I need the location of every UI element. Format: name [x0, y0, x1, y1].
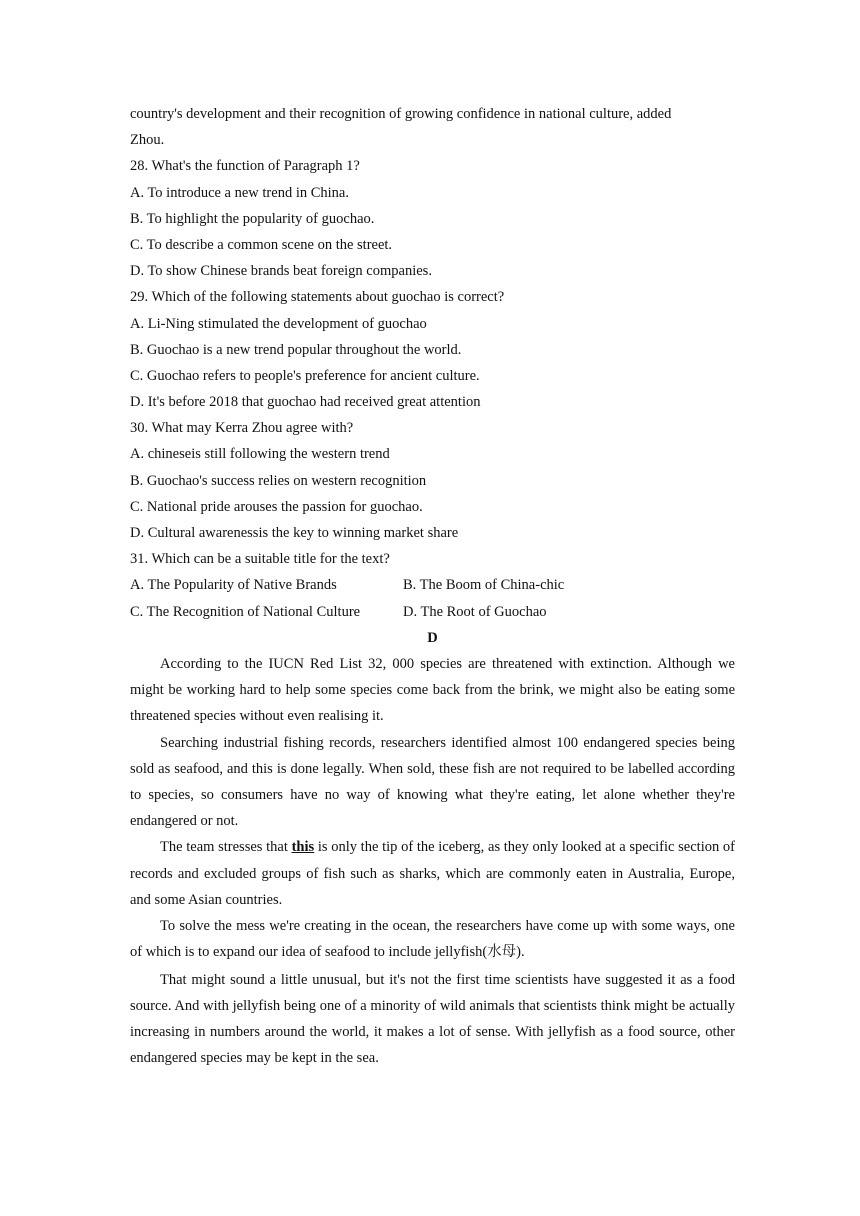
paragraph-3-lead: The team stresses that [160, 839, 292, 856]
paragraph-3 [130, 834, 735, 913]
option-d: D. Cultural awarenessis the key to winning market share [130, 525, 459, 541]
question-stem: 29. Which of the following statements about guochao is correct? [130, 289, 505, 306]
option-b: B. To highlight the popularity of guochao. [130, 210, 375, 227]
question-29 [130, 284, 735, 415]
option-b: B. Guochao is a new trend popular throughout the world. [130, 341, 462, 358]
option-b: B. The Boom of China-chic [403, 577, 565, 594]
option-a: A. To introduce a new trend in China. [130, 184, 349, 201]
option-c: C. The Recognition of National Culture [130, 603, 361, 620]
option-a: A. chineseis still following the western trend [130, 446, 390, 463]
options-row-1 [130, 572, 735, 598]
intro-line-2: Zhou. [130, 132, 165, 149]
option-a: A. Li-Ning stimulated the development of guochao [130, 315, 427, 332]
section-heading: D [427, 629, 438, 646]
paragraph-1: According to the IUCN Red List 32, 000 species are threatened with extinction. Although we might be working hard to help some species come back from the brink, we might also be eating some threatened species without even realising it. [130, 655, 735, 725]
question-30 [130, 415, 735, 546]
option-c: C. Guochao refers to people's preference for ancient culture. [130, 367, 480, 384]
option-d: D. The Root of Guochao [403, 603, 547, 620]
paragraph-4: To solve the mess we're creating in the ocean, the researchers have come up with some ways, one of which is to expand our idea of seafood to include jellyfish(水母). [130, 917, 735, 961]
question-stem: 30. What may Kerra Zhou agree with? [130, 420, 354, 437]
paragraph-3-rest: is only the tip of the iceberg, as they only looked at a specific section of records and excluded groups of fish such as sharks, which are commonly eaten in Australia, Europe, and some Asian countries. [130, 839, 736, 908]
question-stem: 31. Which can be a suitable title for the text? [130, 551, 390, 568]
question-31 [130, 546, 735, 625]
intro-line-1: country's development and their recognition of growing confidence in national culture, added [130, 106, 672, 122]
option-c: C. National pride arouses the passion for guochao. [130, 498, 423, 515]
option-b: B. Guochao's success relies on western recognition [130, 472, 427, 489]
paragraph-2: Searching industrial fishing records, researchers identified almost 100 endangered species being sold as seafood, and this is done legally. When sold, these fish are not required to be labelled according to species, so consumers have no way of knowing what they're eating, let alone whether they're endangered or not. [130, 734, 735, 830]
option-c: C. To describe a common scene on the street. [130, 236, 393, 253]
option-d: D. To show Chinese brands beat foreign companies. [130, 263, 432, 280]
question-28 [130, 153, 735, 284]
option-a: A. The Popularity of Native Brands [130, 577, 337, 594]
question-stem: 28. What's the function of Paragraph 1? [130, 158, 360, 175]
paragraph-5: That might sound a little unusual, but it's not the first time scientists have suggested it as a food source. And with jellyfish being one of a minority of wild animals that scientists think might be actually increasing in numbers around the world, it makes a lot of sense. With jellyfish as a food source, other endangered species may be kept in the sea. [130, 971, 735, 1067]
document-page [130, 101, 735, 1072]
option-d: D. It's before 2018 that guochao had received great attention [130, 394, 481, 411]
underlined-word: this [291, 839, 315, 856]
options-row-2 [130, 599, 735, 625]
